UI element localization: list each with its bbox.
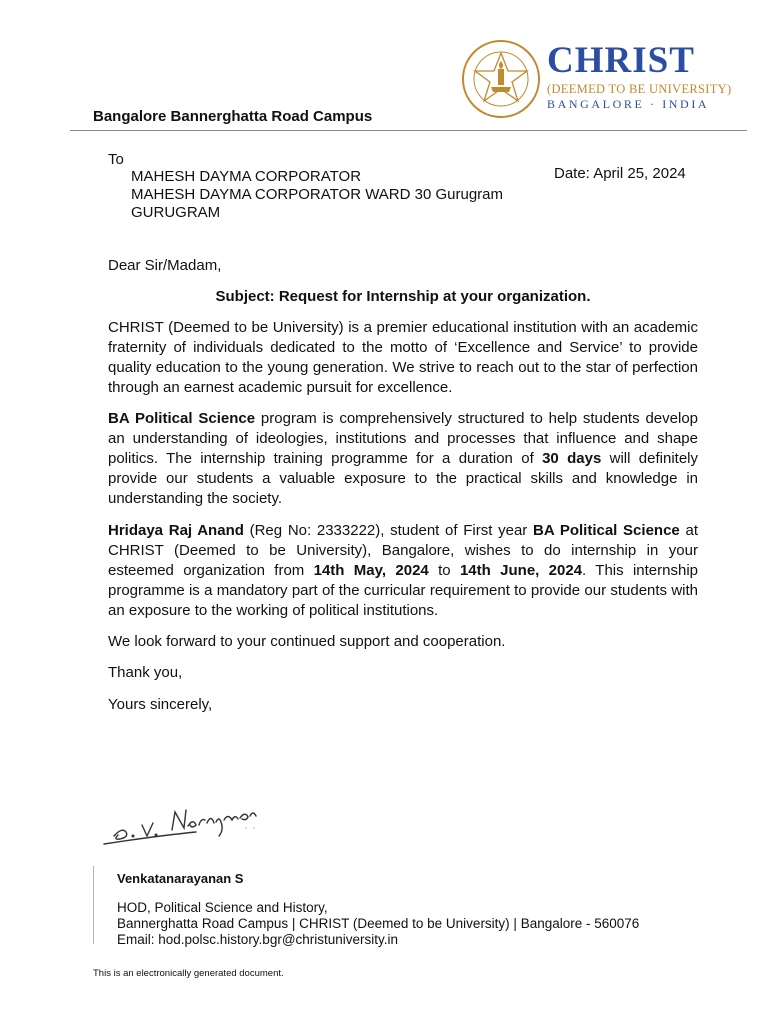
recipient-line-3: GURUGRAM [131,204,221,221]
signer-campus: Bannerghatta Road Campus | CHRIST (Deemed to be University) | Bangalore - 560076 [117,916,640,931]
university-seal-icon [461,39,541,119]
student-name: Hridaya Raj Anand [108,522,244,539]
subject-line: Subject: Request for Internship at your organization. [215,288,591,305]
start-date: 14th May, 2024 [313,562,429,579]
salutation: Dear Sir/Madam, [108,257,222,274]
logo-location-text: BANGALORE · INDIA [547,97,710,111]
paragraph-student-text-b: at CHRIST (Deemed to be University), Bangalore, wishes to do internship in your esteemed organization from [108,522,698,579]
internship-duration: 30 days [542,450,602,467]
header-divider [70,130,747,131]
logo-brand: CHRIST [547,40,695,81]
paragraph-program-text-b: will definitely provide our students a valuable exposure to the practical skills and knowledge in understanding the society. [108,450,699,507]
footer-note: This is an electronically generated document. [93,968,284,979]
paragraph-student [108,521,698,621]
christ-university-logo [461,38,732,120]
letter-date: Date: April 25, 2024 [554,165,686,182]
closing-thanks: Thank you, [108,664,183,681]
paragraph-student-text-c: to [428,562,460,579]
program-name: BA Political Science [108,410,256,427]
signature-divider [93,866,94,944]
signer-name: Venkatanarayanan S [117,871,244,886]
paragraph-program [108,409,698,509]
paragraph-student-text-d: . This internship programme is a mandatory part of the curricular requirement to provide our students with an exposure to the working of political institutions. [108,562,699,619]
campus-heading: Bangalore Bannerghatta Road Campus [93,108,373,125]
signer-title: HOD, Political Science and History, [117,900,328,915]
paragraph-student-text-a: (Reg No: 2333222), student of First year [243,522,534,539]
logo-deemed-text: (DEEMED TO BE UNIVERSITY) [547,82,732,96]
paragraph-support: We look forward to your continued support and cooperation. [108,633,506,650]
recipient-line-1: MAHESH DAYMA CORPORATOR [131,168,362,185]
recipient-line-2: MAHESH DAYMA CORPORATOR WARD 30 Gurugram [131,186,504,203]
paragraph-program-text-a: program is comprehensively structured to help students develop an understanding of ideologies, institutions and processes that influence and shape politics. The internship training programme for a duration of [108,410,699,467]
student-program: BA Political Science [533,522,680,539]
paragraph-intro: CHRIST (Deemed to be University) is a premier educational institution with an academic fraternity of individuals dedicated to the motto of ‘Excellence and Service’ to provide quality education to the young generation. We strive to reach out to the star of perfection through an earnest academic pursuit for excellence. [108,319,698,396]
handwritten-signature [96,792,276,852]
to-label: To [108,151,124,168]
end-date: 14th June, 2024 [459,562,583,579]
closing-sincerely: Yours sincerely, [108,696,213,713]
signer-email: Email: hod.polsc.history.bgr@christuniversity.in [117,932,399,947]
